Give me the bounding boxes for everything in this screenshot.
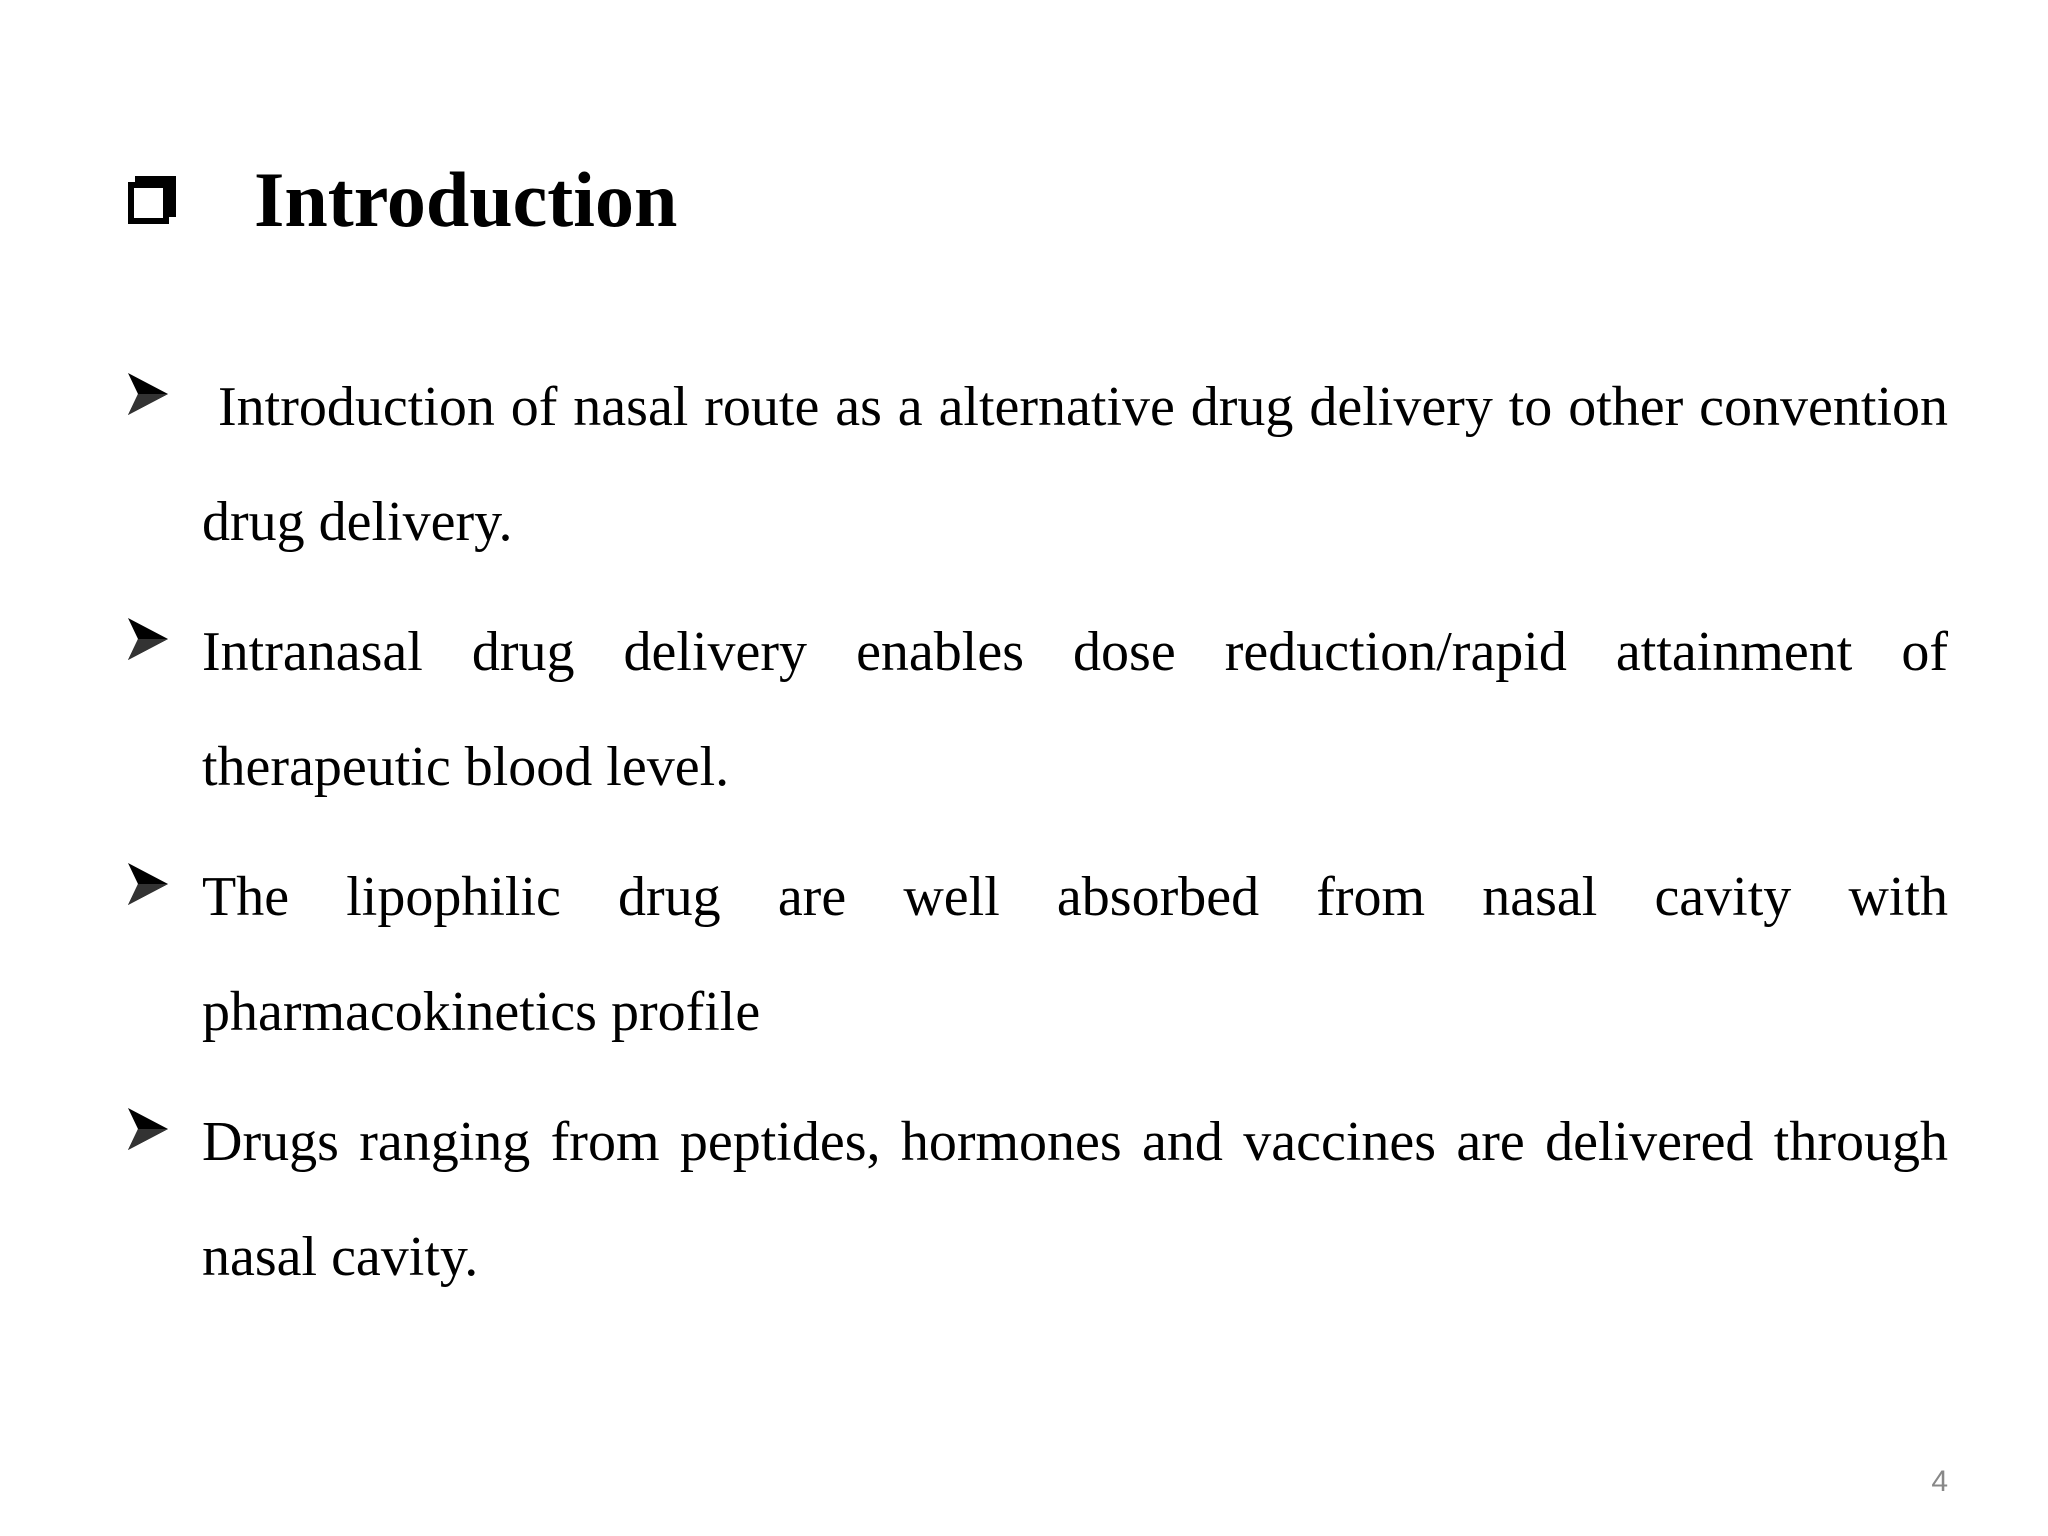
bullet-item (128, 595, 1948, 825)
page-number: 4 (1931, 1465, 1948, 1498)
arrowhead-bullet-icon (128, 863, 168, 905)
slide-title: Introduction (254, 156, 678, 243)
bullet-list (128, 350, 1948, 1330)
slide-title-row (128, 150, 677, 250)
bullet-text: Intranasal drug delivery enables dose reduction/rapid attainment of therapeutic blood level. (202, 621, 1948, 798)
bullet-item (128, 350, 1948, 580)
bullet-item (128, 840, 1948, 1070)
arrowhead-bullet-icon (128, 1108, 168, 1150)
bullet-text: The lipophilic drug are well absorbed from nasal cavity with pharmacokinetics profile (202, 866, 1948, 1043)
bullet-item (128, 1085, 1948, 1315)
arrowhead-bullet-icon (128, 373, 168, 415)
checkbox-square-icon (128, 176, 176, 224)
bullet-text: Drugs ranging from peptides, hormones and vaccines are delivered through nasal cavity. (202, 1111, 1948, 1288)
bullet-text: Introduction of nasal route as a alternative drug delivery to other convention drug delivery. (202, 376, 1948, 553)
arrowhead-bullet-icon (128, 618, 168, 660)
